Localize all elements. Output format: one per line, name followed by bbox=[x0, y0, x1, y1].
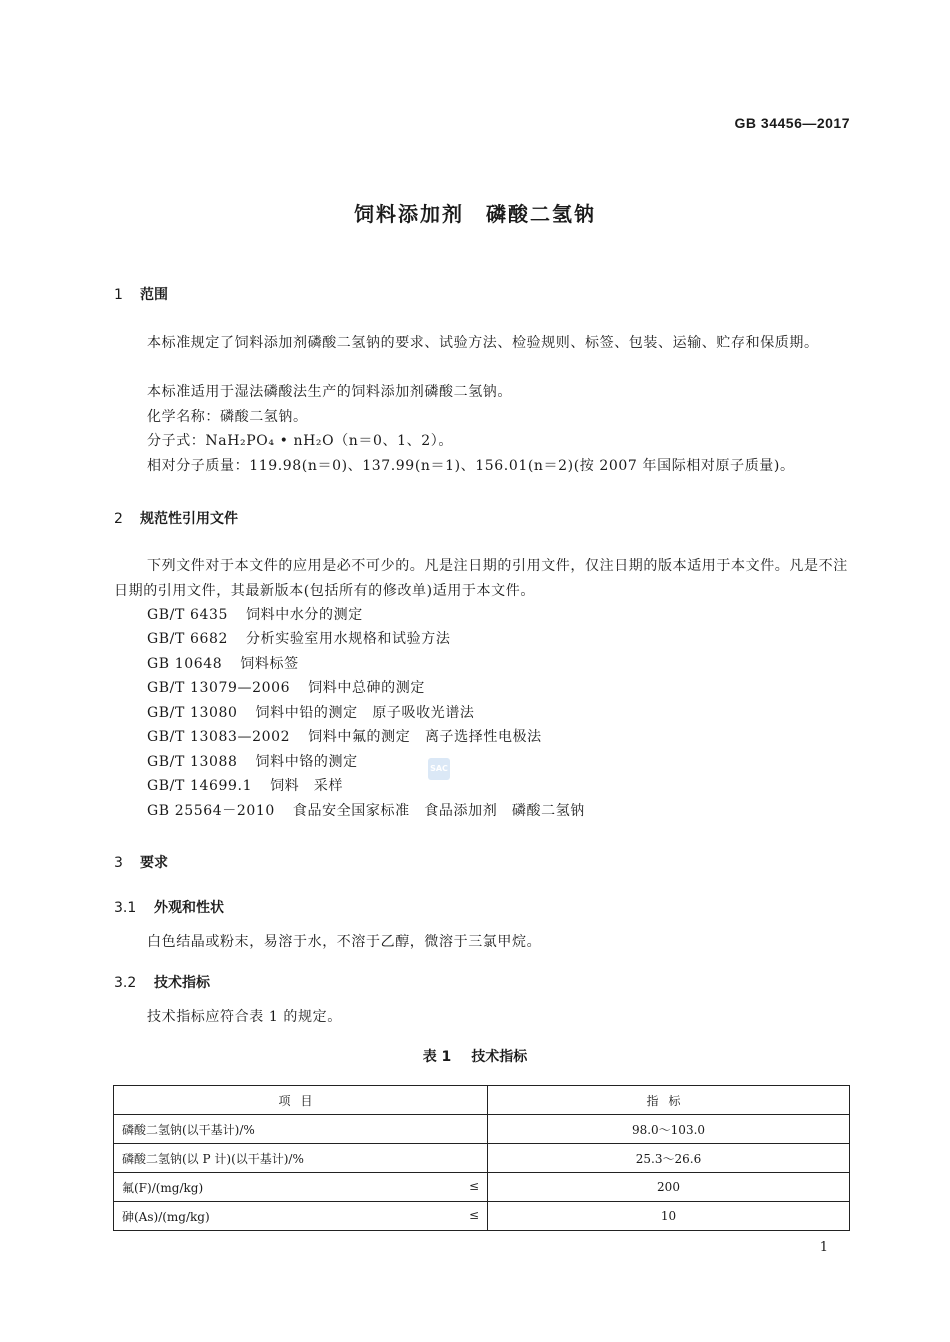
reference-item bbox=[147, 701, 475, 726]
table-header-row bbox=[114, 1086, 850, 1115]
subsection-number: 3.2 bbox=[114, 975, 137, 991]
scope-applicability: 本标准适用于湿法磷酸法生产的饲料添加剂磷酸二氢钠。 bbox=[147, 384, 512, 400]
reference-code: GB/T 6435 bbox=[147, 607, 229, 623]
item-cell: 磷酸二氢钠(以干基计)/% bbox=[114, 1115, 488, 1144]
document-title: 饲料添加剂 磷酸二氢钠 bbox=[354, 202, 596, 226]
reference-code: GB/T 14699.1 bbox=[147, 778, 253, 794]
header-item: 项目 bbox=[114, 1086, 488, 1115]
spec-reference-text: 技术指标应符合表 1 的规定。 bbox=[147, 1009, 342, 1025]
section-3-heading bbox=[114, 852, 168, 872]
value-cell: 25.3～26.6 bbox=[488, 1144, 850, 1173]
reference-item bbox=[147, 676, 425, 701]
reference-code: GB/T 13079—2006 bbox=[147, 680, 291, 696]
reference-item bbox=[147, 799, 585, 824]
reference-code: GB/T 13080 bbox=[147, 705, 238, 721]
references-intro: 下列文件对于本文件的应用是必不可少的。凡是注日期的引用文件，仅注日期的版本适用于本文件。凡是不注日期的引用文件，其最新版本(包括所有的修改单)适用于本文件。 bbox=[114, 558, 848, 599]
value-cell: 200 bbox=[488, 1173, 850, 1202]
table-number: 表 1 bbox=[422, 1049, 452, 1065]
subsection-3-2-heading bbox=[114, 972, 210, 992]
section-title: 规范性引用文件 bbox=[140, 511, 238, 527]
reference-title: 饲料中水分的测定 bbox=[246, 607, 363, 623]
reference-title: 饲料中铬的测定 bbox=[255, 754, 358, 770]
item-cell: 磷酸二氢钠(以 P 计)(以干基计)/% bbox=[114, 1144, 488, 1173]
subsection-3-1-heading bbox=[114, 897, 224, 917]
header-value: 指标 bbox=[488, 1086, 850, 1115]
reference-title: 饲料中氟的测定 离子选择性电极法 bbox=[308, 729, 542, 745]
molecular-mass: 相对分子质量：119.98(n＝0)、137.99(n＝1)、156.01(n＝2)(按 2007 年国际相对原子质量)。 bbox=[147, 458, 795, 474]
reference-title: 分析实验室用水规格和试验方法 bbox=[246, 631, 451, 647]
item-cell: 砷(As)/(mg/kg) ≤ bbox=[114, 1202, 488, 1231]
reference-item bbox=[147, 627, 450, 652]
reference-code: GB/T 6682 bbox=[147, 631, 229, 647]
value-cell: 10 bbox=[488, 1202, 850, 1231]
table-row bbox=[114, 1115, 850, 1144]
standard-code: GB 34456—2017 bbox=[734, 115, 850, 131]
item-cell: 氟(F)/(mg/kg) ≤ bbox=[114, 1173, 488, 1202]
reference-title: 食品安全国家标准 食品添加剂 磷酸二氢钠 bbox=[292, 803, 585, 819]
page-number: 1 bbox=[819, 1240, 828, 1255]
reference-item bbox=[147, 774, 343, 799]
reference-title: 饲料标签 bbox=[240, 656, 299, 672]
spec-table bbox=[113, 1085, 850, 1231]
sac-watermark: SAC bbox=[428, 758, 450, 780]
reference-code: GB 25564－2010 bbox=[147, 803, 275, 819]
section-number: 3 bbox=[114, 855, 123, 871]
value-cell: 98.0～103.0 bbox=[488, 1115, 850, 1144]
table-caption bbox=[0, 1046, 950, 1066]
table-row bbox=[114, 1144, 850, 1173]
reference-title: 饲料 采样 bbox=[270, 778, 344, 794]
subsection-title: 外观和性状 bbox=[154, 900, 224, 916]
section-number: 2 bbox=[114, 511, 123, 527]
comparator: ≤ bbox=[468, 1179, 479, 1193]
table-title: 技术指标 bbox=[471, 1049, 528, 1065]
table-row bbox=[114, 1173, 850, 1202]
section-title: 范围 bbox=[140, 287, 168, 303]
section-title: 要求 bbox=[140, 855, 168, 871]
subsection-title: 技术指标 bbox=[154, 975, 210, 991]
reference-item bbox=[147, 725, 542, 750]
table-row bbox=[114, 1202, 850, 1231]
reference-item bbox=[147, 750, 358, 775]
comparator: ≤ bbox=[468, 1208, 479, 1222]
reference-code: GB/T 13083—2002 bbox=[147, 729, 291, 745]
section-2-heading bbox=[114, 508, 238, 528]
reference-title: 饲料中总砷的测定 bbox=[308, 680, 425, 696]
reference-code: GB/T 13088 bbox=[147, 754, 238, 770]
appearance-text: 白色结晶或粉末，易溶于水，不溶于乙醇，微溶于三氯甲烷。 bbox=[147, 934, 542, 950]
molecular-formula: 分子式：NaH₂PO₄ • nH₂O（n＝0、1、2）。 bbox=[147, 433, 453, 449]
reference-item bbox=[147, 652, 299, 677]
section-number: 1 bbox=[114, 287, 123, 303]
section-1-heading bbox=[114, 284, 168, 304]
scope-paragraph: 本标准规定了饲料添加剂磷酸二氢钠的要求、试验方法、检验规则、标签、包装、运输、贮存和保质期。 bbox=[147, 335, 819, 351]
chemical-name: 化学名称：磷酸二氢钠。 bbox=[147, 409, 308, 425]
reference-code: GB 10648 bbox=[147, 656, 223, 672]
subsection-number: 3.1 bbox=[114, 900, 137, 916]
reference-title: 饲料中铅的测定 原子吸收光谱法 bbox=[255, 705, 475, 721]
reference-item bbox=[147, 603, 363, 628]
